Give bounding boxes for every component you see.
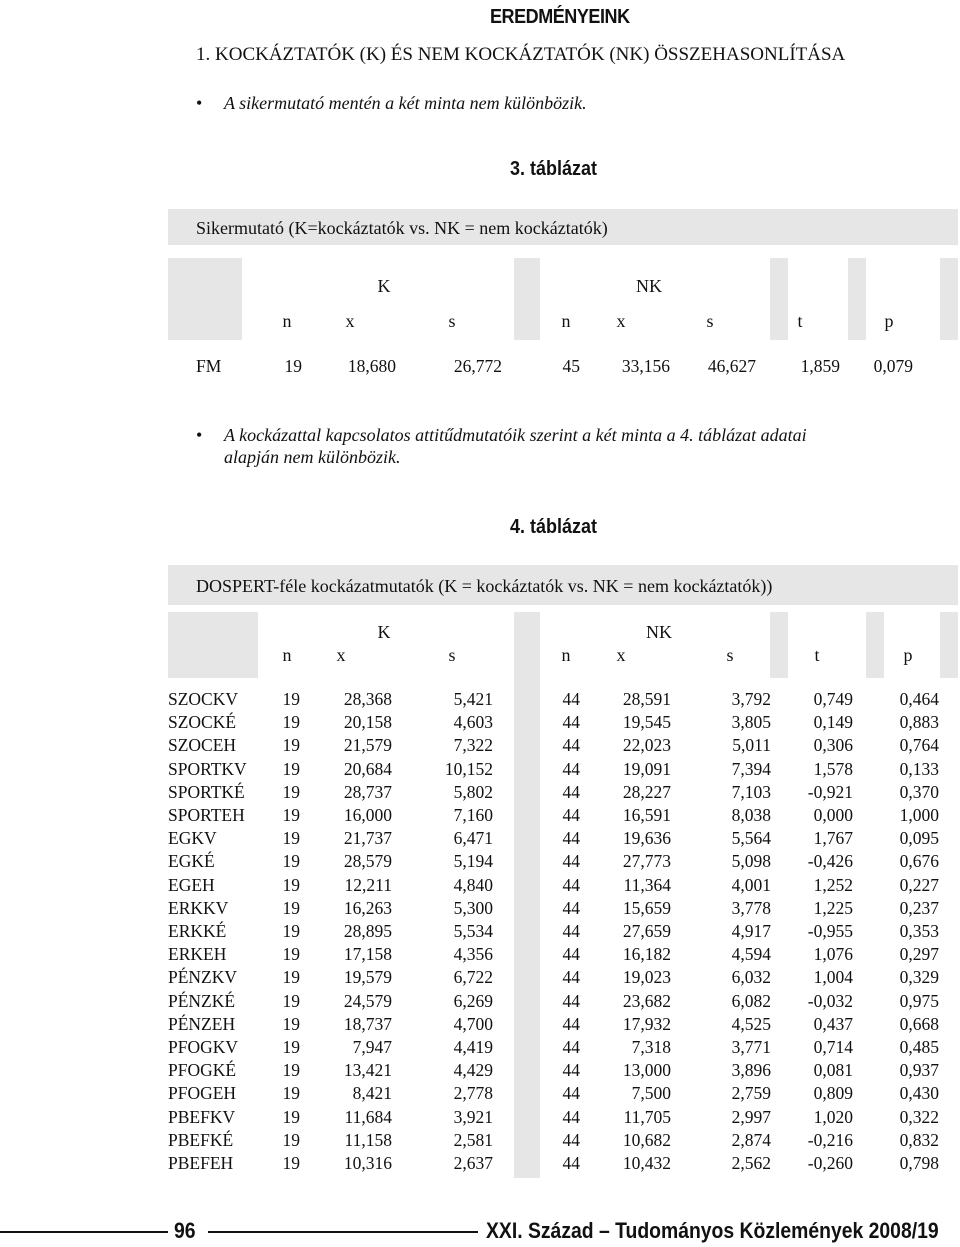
table4-cell: 19: [282, 944, 300, 964]
table4-cell: 16,182: [622, 944, 671, 964]
section-title: 1. KOCKÁZTATÓK (K) ÉS NEM KOCKÁZTATÓK (NK) ÖSSZEHASONLÍTÁSA: [196, 44, 846, 65]
table4-cell: 5,194: [453, 851, 493, 871]
bullet-icon: •: [196, 93, 203, 113]
table4-cell: 19: [282, 991, 300, 1011]
table4-cell: 5,098: [731, 851, 771, 871]
table4-cell: 7,947: [352, 1037, 392, 1057]
table4-cell: 4,603: [453, 712, 493, 732]
table4-cell: 19,636: [622, 828, 671, 848]
table4-cell: 0,668: [899, 1014, 939, 1034]
table4-cell: 19: [282, 898, 300, 918]
table4-cell: 4,356: [453, 944, 493, 964]
table4-cell: 44: [562, 944, 580, 964]
table4-row-label: PÉNZKÉ: [168, 991, 236, 1011]
table4-cell: 19,091: [622, 759, 671, 779]
table4-col-header: n: [282, 645, 292, 665]
table4-cell: 7,394: [731, 759, 771, 779]
table4-cell: 2,637: [453, 1153, 493, 1173]
table4-cell: 19: [282, 1060, 300, 1080]
table4-cell: -0,216: [807, 1130, 853, 1150]
table4-cell: 0,353: [899, 921, 939, 941]
table4-cell: 19: [282, 712, 300, 732]
table4-cell: 1,767: [813, 828, 853, 848]
table4-cell: 0,095: [899, 828, 939, 848]
table3-cell: 1,859: [800, 356, 840, 376]
table4-cell: 44: [562, 805, 580, 825]
table4-cell: 0,464: [899, 689, 939, 709]
table4-row-label: PBEFEH: [168, 1153, 234, 1173]
table4-cell: 44: [562, 782, 580, 802]
table4-cell: 19: [282, 1014, 300, 1034]
table4-cell: 19: [282, 851, 300, 871]
table3-group-nk: NK: [636, 276, 662, 296]
table4-row-label: EGEH: [168, 875, 215, 895]
table4-cell: 11,705: [623, 1107, 671, 1127]
table4-cell: 1,578: [813, 759, 853, 779]
table4-cell: 44: [562, 759, 580, 779]
table3-col-header: s: [448, 311, 456, 331]
table4-cell: 0,798: [899, 1153, 939, 1173]
table4-cell: -0,032: [807, 991, 853, 1011]
table4-caption: DOSPERT-féle kockázatmutatók (K = kockáztatók vs. NK = nem kockáztatók)): [196, 576, 773, 596]
table3-divider-p: [848, 258, 866, 340]
table4-row-label: PFOGEH: [168, 1083, 237, 1103]
bullet-text-line2: alapján nem különbözik.: [224, 447, 401, 467]
table4-cell: 0,297: [899, 944, 939, 964]
table4-cell: 7,322: [453, 735, 493, 755]
table4-cell: 28,579: [343, 851, 392, 871]
table4-cell: 11,364: [623, 875, 671, 895]
table4-row-label: SZOCKÉ: [168, 712, 237, 732]
table4-cell: 0,306: [813, 735, 853, 755]
table4-cell: 0,149: [813, 712, 853, 732]
table4-cell: 3,805: [731, 712, 771, 732]
table4-cell: 22,023: [622, 735, 671, 755]
table4-cell: 4,419: [453, 1037, 493, 1057]
table4-cell: 19: [282, 1107, 300, 1127]
table3-row-label: FM: [196, 356, 222, 376]
table4-cell: 0,809: [813, 1083, 853, 1103]
table4-cell: 28,895: [343, 921, 392, 941]
table4-cell: 5,534: [453, 921, 493, 941]
table4-label: 4. táblázat: [510, 516, 598, 538]
table3-label-col: [168, 258, 242, 340]
table4-cell: 20,684: [343, 759, 392, 779]
table4-col-header: x: [616, 645, 626, 665]
table4-col-header: s: [726, 645, 734, 665]
table4-cell: 4,917: [731, 921, 771, 941]
table4-cell: 0,237: [899, 898, 939, 918]
footer-rule-left: [0, 1231, 168, 1233]
table4-cell: 44: [562, 1037, 580, 1057]
table4-cell: 0,714: [813, 1037, 853, 1057]
table3-col-header: s: [706, 311, 714, 331]
table4-cell: 13,421: [343, 1060, 392, 1080]
table4-cell: 10,682: [622, 1130, 671, 1150]
table4-cell: 19: [282, 1130, 300, 1150]
table4-cell: 0,883: [899, 712, 939, 732]
table4-cell: 16,000: [343, 805, 392, 825]
table4-cell: 44: [562, 1014, 580, 1034]
table4-cell: 7,103: [731, 782, 771, 802]
table4-cell: 12,211: [344, 875, 392, 895]
footer-rule-right: [208, 1231, 478, 1233]
table4-cell: 19: [282, 921, 300, 941]
table4-cell: 1,000: [899, 805, 939, 825]
table4-cell: 10,432: [622, 1153, 671, 1173]
table4-cell: 8,038: [731, 805, 771, 825]
table4-cell: 19: [282, 828, 300, 848]
table4-cell: 27,659: [622, 921, 671, 941]
table4-cell: 1,004: [813, 967, 853, 987]
table4-col-header: n: [561, 645, 571, 665]
table4-cell: 1,252: [813, 875, 853, 895]
table4-group-k: K: [377, 622, 391, 642]
table4-cell: 8,421: [352, 1083, 392, 1103]
table4-cell: 44: [562, 991, 580, 1011]
table4-cell: 19,545: [622, 712, 671, 732]
table4-divider-t: [770, 612, 788, 678]
table4-col-header: x: [336, 645, 346, 665]
table4-row-label: PBEFKÉ: [168, 1130, 234, 1150]
table4-cell: -0,955: [807, 921, 853, 941]
table4-cell: 4,840: [453, 875, 493, 895]
table3-col-header: n: [561, 311, 571, 331]
table4-row-label: ERKEH: [168, 944, 227, 964]
table4-cell: 1,076: [813, 944, 853, 964]
table4-cell: 0,485: [899, 1037, 939, 1057]
table3-cell: 46,627: [707, 356, 756, 376]
table4-cell: 4,700: [453, 1014, 493, 1034]
table4-cell: 0,133: [899, 759, 939, 779]
table4-cell: 44: [562, 851, 580, 871]
table3-col-header: x: [616, 311, 626, 331]
table3-cell: 19: [284, 356, 302, 376]
table4-cell: 2,997: [731, 1107, 771, 1127]
table4-cell: 44: [562, 712, 580, 732]
table4-cell: 18,737: [343, 1014, 392, 1034]
table4-cell: 0,764: [899, 735, 939, 755]
table4-cell: 28,227: [622, 782, 671, 802]
table4-cell: 5,011: [732, 735, 771, 755]
table4-cell: 7,318: [631, 1037, 671, 1057]
table4-label-col: [168, 612, 258, 678]
table4-cell: 44: [562, 967, 580, 987]
table4-row-label: PÉNZKV: [168, 967, 238, 987]
table4-cell: 44: [562, 1130, 580, 1150]
table4-cell: 21,579: [343, 735, 392, 755]
table4-cell: 44: [562, 1060, 580, 1080]
table4-cell: -0,260: [807, 1153, 853, 1173]
table4-row-label: ERKKÉ: [168, 921, 227, 941]
table4-cell: 4,594: [731, 944, 771, 964]
table4-cell: 4,001: [731, 875, 771, 895]
table4-cell: 0,000: [813, 805, 853, 825]
table3-col-header: t: [797, 311, 803, 331]
table4-col-header: p: [903, 645, 913, 665]
table4-row-label: PBEFKV: [168, 1107, 236, 1127]
table4-cell: 17,932: [622, 1014, 671, 1034]
bullet-text-line1: A kockázattal kapcsolatos attitűdmutatóik szerint a két minta a 4. táblázat adatai: [224, 425, 807, 445]
table4-cell: 2,581: [453, 1130, 493, 1150]
footer-journal: XXI. Század – Tudományos Közlemények 2008/19: [486, 1218, 939, 1243]
bullet-text: A sikermutató mentén a két minta nem különbözik.: [224, 93, 587, 113]
table4-cell: 11,684: [344, 1107, 392, 1127]
table4-cell: 28,368: [343, 689, 392, 709]
table4-cell: 10,316: [343, 1153, 392, 1173]
table4-cell: 23,682: [622, 991, 671, 1011]
table3-cell: 45: [562, 356, 580, 376]
table3-col-header: p: [884, 311, 894, 331]
table4-cell: 3,921: [453, 1107, 493, 1127]
table4-cell: 2,778: [453, 1083, 493, 1103]
table4-cell: 27,773: [622, 851, 671, 871]
table4-cell: 44: [562, 1083, 580, 1103]
table4-col-header: s: [448, 645, 456, 665]
table4-row-label: PÉNZEH: [168, 1014, 236, 1034]
table4-row-label: EGKV: [168, 828, 217, 848]
table4-cell: 2,759: [731, 1083, 771, 1103]
table4-cell: 0,081: [813, 1060, 853, 1080]
table4-row-label: SPORTEH: [168, 805, 245, 825]
table4-cell: 17,158: [343, 944, 392, 964]
table4-cell: 16,263: [343, 898, 392, 918]
table4-cell: 6,722: [453, 967, 493, 987]
table4-cell: 16,591: [622, 805, 671, 825]
table4-cell: 7,160: [453, 805, 493, 825]
table4-cell: 1,020: [813, 1107, 853, 1127]
table3-caption: Sikermutató (K=kockáztatók vs. NK = nem kockáztatók): [196, 218, 608, 238]
table4-cell: 0,937: [899, 1060, 939, 1080]
table4-cell: 19: [282, 967, 300, 987]
table4-cell: 19: [282, 1083, 300, 1103]
table4-cell: 0,430: [899, 1083, 939, 1103]
table4-group-nk: NK: [646, 622, 672, 642]
table4-cell: 28,737: [343, 782, 392, 802]
table4-cell: 44: [562, 1153, 580, 1173]
table4-cell: 44: [562, 828, 580, 848]
table4-right-edge: [940, 612, 958, 678]
table4-row-label: SZOCKV: [168, 689, 239, 709]
table4-cell: 3,771: [731, 1037, 771, 1057]
table4-row-label: SZOCEH: [168, 735, 237, 755]
table3-right-edge: [940, 258, 958, 340]
table4-cell: 21,737: [343, 828, 392, 848]
table4-cell: 19: [282, 875, 300, 895]
table4-cell: 19: [282, 759, 300, 779]
table4-cell: 28,591: [622, 689, 671, 709]
table4-cell: 0,676: [899, 851, 939, 871]
table3-label: 3. táblázat: [510, 158, 598, 180]
table4-cell: 0,322: [899, 1107, 939, 1127]
bullet-icon: •: [196, 425, 203, 445]
table4-cell: 5,421: [453, 689, 493, 709]
table4-row-label: SPORTKÉ: [168, 782, 245, 802]
table4-cell: 6,471: [453, 828, 493, 848]
table4-cell: 0,749: [813, 689, 853, 709]
table4-cell: 19: [282, 805, 300, 825]
footer-page-number: 96: [174, 1218, 196, 1243]
page-heading: EREDMÉNYEINK: [490, 6, 630, 28]
table4-cell: 5,300: [453, 898, 493, 918]
table4-cell: 20,158: [343, 712, 392, 732]
table4-cell: 6,082: [731, 991, 771, 1011]
table3-cell: 33,156: [621, 356, 670, 376]
table4-cell: 15,659: [622, 898, 671, 918]
table4-cell: 4,525: [731, 1014, 771, 1034]
table4-cell: 6,032: [731, 967, 771, 987]
table4-cell: 44: [562, 689, 580, 709]
table4-row-label: ERKKV: [168, 898, 229, 918]
table4-cell: 0,975: [899, 991, 939, 1011]
table4-cell: 0,329: [899, 967, 939, 987]
table4-cell: 19: [282, 782, 300, 802]
table4-cell: 24,579: [343, 991, 392, 1011]
table4-cell: 3,896: [731, 1060, 771, 1080]
table4-cell: 0,370: [899, 782, 939, 802]
table4-cell: 19,579: [343, 967, 392, 987]
table4-cell: 11,158: [344, 1130, 392, 1150]
table4-cell: 7,500: [631, 1083, 671, 1103]
table4-cell: 13,000: [622, 1060, 671, 1080]
table4-row-label: EGKÉ: [168, 851, 215, 871]
table4-cell: 19: [282, 689, 300, 709]
table4-cell: 44: [562, 875, 580, 895]
table4-cell: -0,921: [807, 782, 853, 802]
table4-cell: 5,564: [731, 828, 771, 848]
table4-cell: 19: [282, 1153, 300, 1173]
table4-cell: 0,832: [899, 1130, 939, 1150]
table4-cell: 0,227: [899, 875, 939, 895]
table4-row-label: PFOGKV: [168, 1037, 239, 1057]
table4-cell: 44: [562, 1107, 580, 1127]
table4-cell: -0,426: [807, 851, 853, 871]
table4-cell: 2,874: [731, 1130, 771, 1150]
table3-cell: 18,680: [347, 356, 396, 376]
table4-divider-p: [866, 612, 884, 678]
table4-cell: 0,437: [813, 1014, 853, 1034]
table3-col-header: n: [282, 311, 292, 331]
table4-cell: 3,778: [731, 898, 771, 918]
table4-cell: 19,023: [622, 967, 671, 987]
table4-cell: 6,269: [453, 991, 493, 1011]
table4-cell: 44: [562, 921, 580, 941]
table4-col-header: t: [814, 645, 820, 665]
table3-divider: [514, 258, 540, 340]
table4-cell: 2,562: [731, 1153, 771, 1173]
table3-cell: 26,772: [453, 356, 502, 376]
table4-cell: 44: [562, 898, 580, 918]
table4-cell: 44: [562, 735, 580, 755]
table4-row-label: SPORTKV: [168, 759, 247, 779]
table4-cell: 19: [282, 735, 300, 755]
table4-cell: 10,152: [444, 759, 493, 779]
table4-cell: 3,792: [731, 689, 771, 709]
table4-cell: 5,802: [453, 782, 493, 802]
table3-cell: 0,079: [873, 356, 913, 376]
table3-col-header: x: [345, 311, 355, 331]
table4-cell: 1,225: [813, 898, 853, 918]
table4-cell: 4,429: [453, 1060, 493, 1080]
table3-group-k: K: [377, 276, 391, 296]
table4-row-label: PFOGKÉ: [168, 1060, 237, 1080]
table4-cell: 19: [282, 1037, 300, 1057]
